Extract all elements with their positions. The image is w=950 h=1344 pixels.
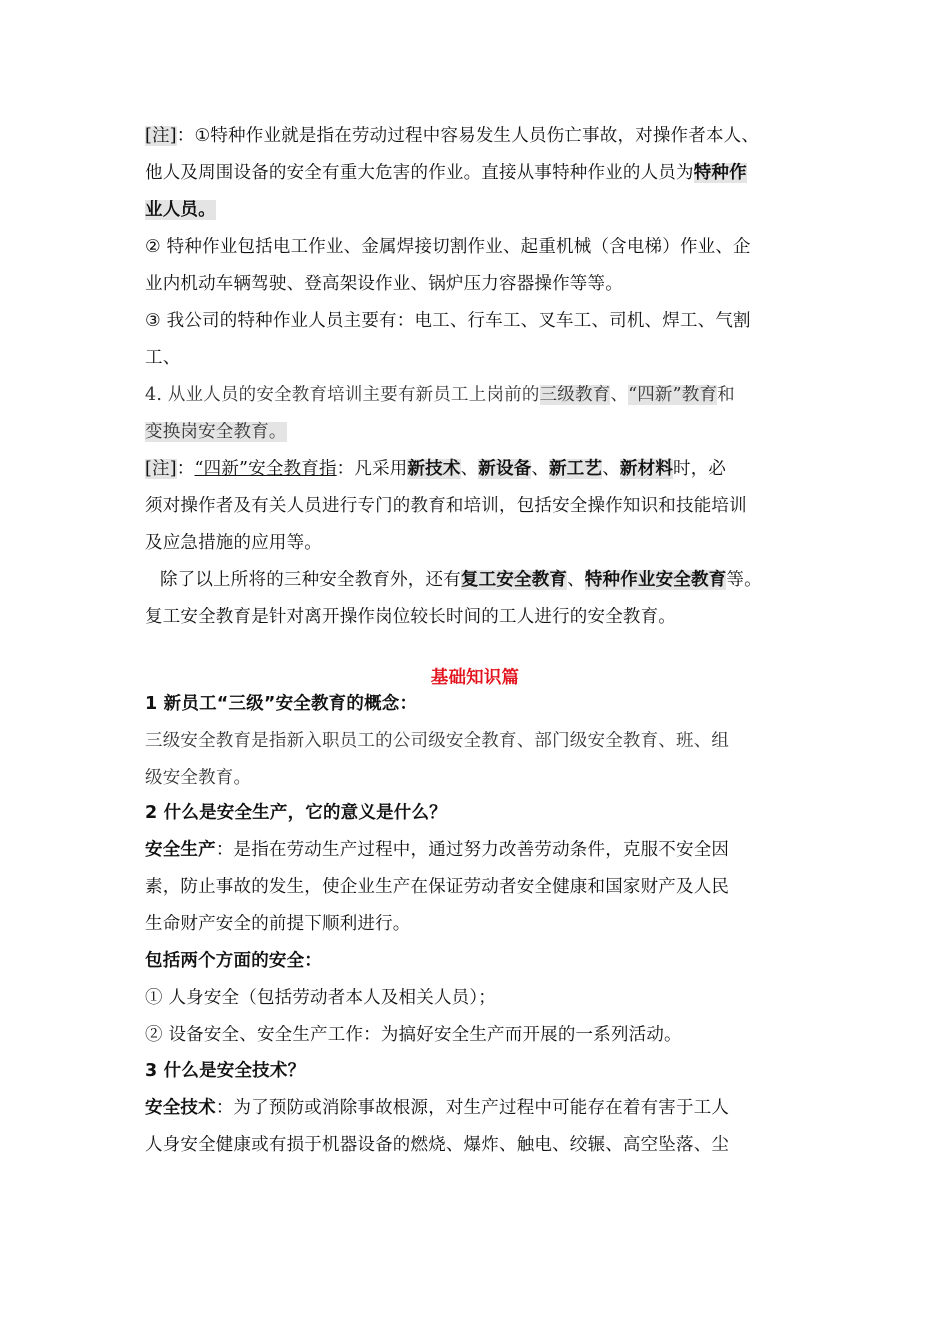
note2-term-1: 新技术	[407, 459, 461, 479]
note-tag: [注]	[145, 459, 177, 479]
q3-term: 安全技术	[145, 1098, 216, 1118]
q2-text1: ：是指在劳动生产过程中，通过努力改善劳动条件，克服不安全因	[215, 840, 730, 860]
note1-item2-line1: ② 特种作业包括电工作业、金属焊接切割作业、起重机械（含电梯）作业、企	[145, 237, 751, 257]
note2-line1	[145, 456, 726, 482]
extra-text2: 等。	[726, 570, 762, 590]
note1-line2	[145, 160, 747, 186]
extra-sep: 、	[567, 570, 585, 590]
extra-term-2: 特种作业安全教育	[584, 570, 727, 590]
q2-line1	[145, 837, 729, 863]
note2-line3: 及应急措施的应用等。	[145, 533, 322, 553]
note1-line1	[145, 123, 759, 149]
q3-title: 3 什么是安全技术？	[145, 1061, 306, 1081]
q3-line2: 人身安全健康或有损于机器设备的燃烧、爆炸、触电、绞辗、高空坠落、尘	[145, 1135, 730, 1155]
item4-sep: 、	[610, 385, 629, 405]
note2-term-4: 新材料	[619, 459, 674, 479]
note2-line2: 须对操作者及有关人员进行专门的教育和培训，包括安全操作知识和技能培训	[145, 496, 747, 516]
note2-term: “四新”安全教育指	[194, 459, 337, 479]
q2-line3: 生命财产安全的前提下顺利进行。	[145, 914, 411, 934]
q3-text1: ：为了预防或消除事故根源，对生产过程中可能存在着有害于工人	[215, 1098, 730, 1118]
q1-line2: 级安全教育。	[145, 768, 252, 788]
note2-text1: ：凡采用	[336, 459, 408, 479]
item4-line2	[145, 419, 287, 445]
note2-sep3: 、	[602, 459, 620, 479]
item4-text2: 和	[717, 385, 735, 405]
note1-item3-line1: ③ 我公司的特种作业人员主要有：电工、行车工、叉车工、司机、焊工、气割	[145, 311, 751, 331]
note1-highlight-term-end: 业人员。	[145, 200, 216, 220]
note-tag: [注]	[145, 126, 177, 146]
item4-highlight-3: 变换岗安全教育。	[145, 422, 287, 442]
q2-title: 2 什么是安全生产，它的意义是什么？	[145, 803, 447, 823]
q2-line2: 素，防止事故的发生，使企业生产在保证劳动者安全健康和国家财产及人民	[145, 877, 730, 897]
note1-text1: ：①特种作业就是指在劳动过程中容易发生人员伤亡事故，对操作者本人、	[176, 126, 760, 146]
q1-line1: 三级安全教育是指新入职员工的公司级安全教育、部门级安全教育、班、组	[145, 731, 730, 751]
note1-highlight-term: 特种作	[693, 163, 747, 183]
section-title: 基础知识篇	[430, 668, 520, 688]
item4-highlight-1: 三级教育	[539, 385, 611, 405]
note2-sep1: 、	[460, 459, 479, 479]
note1-line3	[145, 197, 216, 223]
note2-sep2: 、	[531, 459, 550, 479]
extra-line2: 复工安全教育是针对离开操作岗位较长时间的工人进行的安全教育。	[145, 607, 676, 627]
q1-title: 1 新员工“三级”安全教育的概念：	[145, 694, 418, 714]
note1-item3-line2: 工、	[145, 348, 181, 368]
item4-highlight-2: “四新”教育	[628, 385, 718, 405]
item4-text1: 4. 从业人员的安全教育培训主要有新员工上岗前的	[145, 385, 540, 405]
extra-term-1: 复工安全教育	[460, 570, 568, 590]
extra-line1	[160, 567, 762, 593]
q2-item1: ① 人身安全（包括劳动者本人及相关人员）；	[145, 988, 497, 1008]
q2-term: 安全生产	[145, 840, 216, 860]
note2-term-2: 新设备	[478, 459, 532, 479]
note2-colon: ：	[176, 459, 195, 479]
item4-line1	[145, 382, 735, 408]
note2-text2: 时，必	[673, 459, 727, 479]
note1-item2-line2: 业内机动车辆驾驶、登高架设作业、锅炉压力容器操作等等。	[145, 274, 623, 294]
q2-subheading: 包括两个方面的安全：	[145, 951, 322, 971]
q2-item2: ② 设备安全、安全生产工作：为搞好安全生产而开展的一系列活动。	[145, 1025, 682, 1045]
note2-term-3: 新工艺	[549, 459, 603, 479]
extra-text1: 除了以上所将的三种安全教育外，还有	[160, 570, 461, 590]
q3-line1	[145, 1095, 729, 1121]
note1-text2: 他人及周围设备的安全有重大危害的作业。直接从事特种作业的人员为	[145, 163, 694, 183]
